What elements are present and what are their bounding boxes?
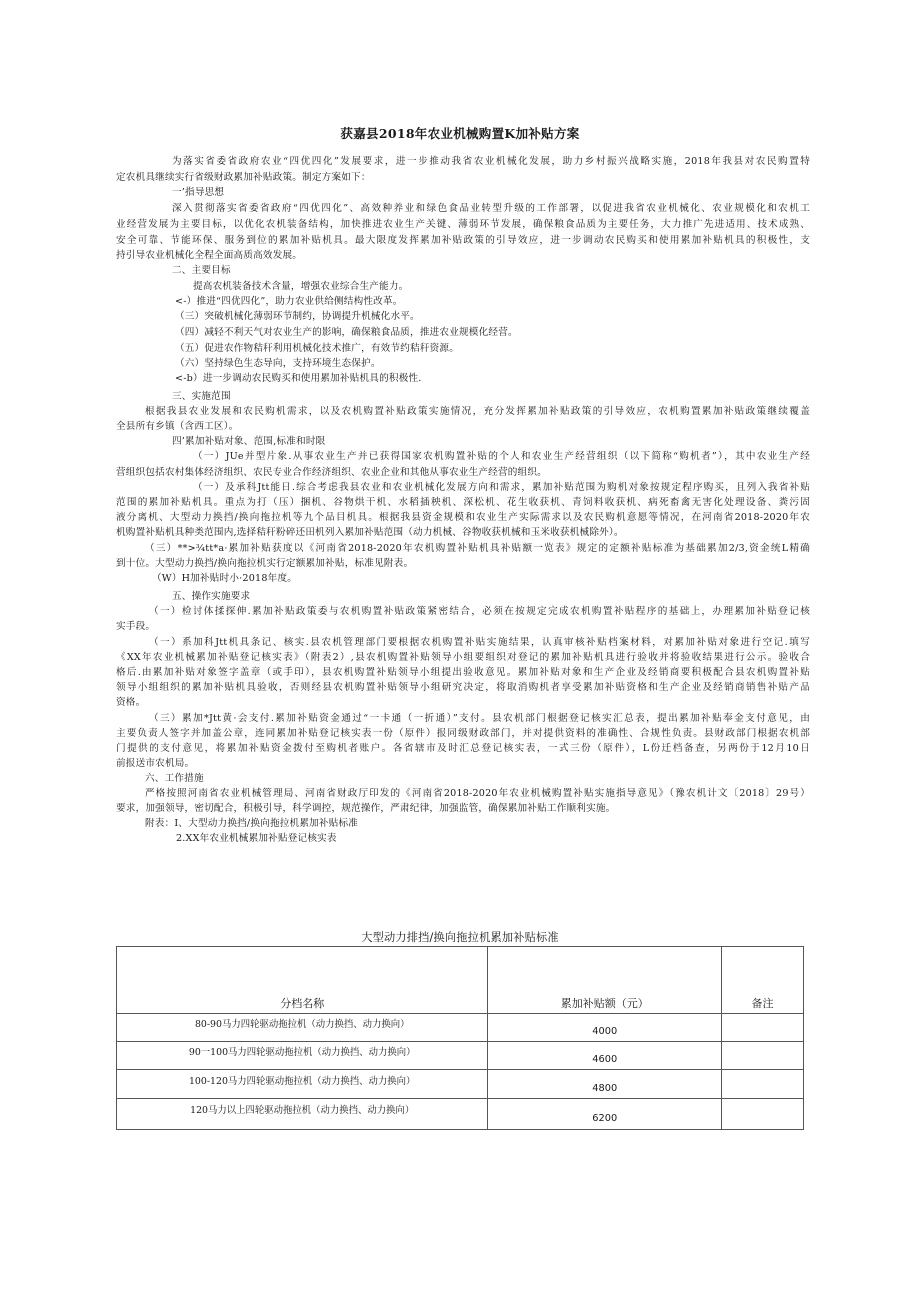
paragraph-line: （一）检讨体揉探伸.累加补贴政策委与农机购置补贴政策紧密结合，必须在按规定完成农机购置补贴程序的基础上，办理累加补贴登记核 bbox=[149, 606, 810, 617]
row-amount: 4000 bbox=[488, 1014, 722, 1042]
paragraph-line: （三）**>¾tt*a·累加补贴获度以《河南省2018-2020年农机购置补贴机具补贴额一览表》规定的定额补贴标准为基础累加2/3,资金统L精确 bbox=[145, 543, 810, 554]
paragraph-line: 持引导农业机械化全程全面高质高效发展。 bbox=[116, 250, 303, 261]
table-row bbox=[117, 1070, 804, 1099]
row-model: 120马力以上四轮驱动拖拉机（动力换挡、动力换向） bbox=[117, 1099, 488, 1130]
table-row bbox=[117, 1099, 804, 1130]
header-amount: 累加补贴额（元） bbox=[488, 947, 722, 1014]
goal-line: 提高农机装备技术含量，增强农业综合生产能力。 bbox=[193, 281, 409, 292]
paragraph-line: 营组织包括农村集体经济组织、农民专业合作经济组织、农业企业和其他从事农业生产经营的组织。 bbox=[116, 467, 547, 478]
document-title: 获嘉县2018年农业机械购置K加补贴方案 bbox=[340, 126, 580, 141]
paragraph-line: 到十位。大型动力换挡/换向拖拉机实行定额累加补贴，标准见附表。 bbox=[116, 558, 414, 569]
row-note bbox=[722, 1070, 804, 1099]
row-amount: 6200 bbox=[488, 1099, 722, 1130]
paragraph-line: 领导小组组织的累加补贴机具验收，否则经县农机购置补贴领导小组研究决定，将取消购机者享受累加补贴资格和生产企业及经销商销售补贴产品 bbox=[116, 682, 810, 693]
paragraph-line: 机购置补贴机具种类范围内,选择秸秆粉碎还田机列入累加补贴范围（动力机械、谷物收获机械和玉米收获机械除外）。 bbox=[116, 527, 624, 538]
goal-line: （四）减轻不利天气对农业生产的影响，确保粮食品质，推进农业规模化经营。 bbox=[175, 327, 518, 338]
section-heading: 三、实施范围 bbox=[172, 391, 231, 402]
table-title: 大型动力排挡/换向拖拉机累加补贴标准 bbox=[361, 931, 559, 944]
intro-line: 定农机具继续实行省级财政累加补贴政策。制定方案如下： bbox=[116, 172, 371, 183]
intro-line: 为落实省委省政府农业“四优四化”发展要求，进一步推动我省农业机械化发展，助力乡村振兴战略实施，2018年我县对农民购置特 bbox=[172, 156, 810, 167]
paragraph-line: （三）累加*Jtt黄·会支付.累加补贴资金通过“一卡通（一折通）”支付。县农机部门根据登记核实汇总表，提出累加补贴奉金支付意见，由 bbox=[149, 713, 810, 724]
paragraph-line: 安全可靠、节能环保、服务到位的累加补贴机具。最大限度发挥累加补贴政策的引导效应，进一步调动农民购买和使用累加补贴机具的积极性，支 bbox=[116, 235, 810, 246]
section-heading: 二、主要目标 bbox=[172, 265, 231, 276]
section-heading: 四’累加补贴对象、范围,标准和时限 bbox=[172, 436, 326, 447]
paragraph-line: 范围的累加补贴机具。重点为打（压）捆机、谷物烘干机、水稻插秧机、深松机、花生收获机、青饲料收获机、病死畜禽无害化处理设备、粪污固 bbox=[116, 497, 810, 508]
row-note bbox=[722, 1099, 804, 1130]
section-heading: 一’指导思想 bbox=[172, 187, 225, 198]
paragraph-line: （一）系加科Jtt机具条记、核实.县农机管理部门要根据农机购置补贴实施结果，认真审核补贴档案材料，对累加补贴对象进行空记.填写 bbox=[149, 637, 810, 648]
paragraph-line: 资格。 bbox=[116, 697, 146, 708]
paragraph-line: 实手段。 bbox=[116, 621, 156, 632]
subsidy-table bbox=[116, 946, 804, 1130]
paragraph-line: （W）H加补贴时小·2018年度。 bbox=[152, 573, 298, 584]
paragraph-line: 格后.由累加补贴对象签字盖章（或手印），县农机购置补贴领导小组提出验收意见。累加补贴对象和生产企业及经销商要积极配合县农机购置补贴 bbox=[116, 667, 810, 678]
row-note bbox=[722, 1042, 804, 1070]
paragraph-line: 严格按照河南省农业机械管理局、河南省财政厅印发的《河南省2018-2020年农业机械购置补贴实施指导意见》（豫农机计文〔2018〕29号） bbox=[145, 788, 810, 799]
goal-line: <-）推进“四优四化”，助力农业供给侧结构性改革。 bbox=[175, 296, 403, 307]
paragraph-line: 液分离机、大型动力换挡/换向拖拉机等九个品目机具。根据我县资金规模和农业生产实际需求以及农民购机意愿等情况，在河南省2018-2020年农 bbox=[116, 512, 810, 523]
paragraph-line: （一）JUe并型片象.从事农业生产并已获得国家农机购置补贴的个人和农业生产经营组织（以下简称“购机者”），其中农业生产经 bbox=[193, 451, 810, 462]
paragraph-line: 前报送市农机局。 bbox=[116, 758, 195, 769]
header-note: 备注 bbox=[722, 947, 804, 1014]
paragraph-line: 主要负责人签字并加盖公章，连同累加补贴登记核实表一份（原件）报同级财政部门，并对提供资料的准确性、合规性负责。县财政部门根据农机部 bbox=[116, 728, 810, 739]
goal-line: （五）促进农作物秸秆利用机械化技术推广，有效节约秸秆资源。 bbox=[175, 343, 460, 354]
paragraph-line: 业经营发展为主要目标，以优化农机装备结构，加快推进农业生产关键、薄弱环节发展，确保粮食品质为主要任务，大力推广先进适用、技术成熟、 bbox=[116, 219, 810, 230]
appendix-line: 2.XX年农业机械累加补贴登记核实表 bbox=[176, 833, 337, 844]
appendix-line: 附表：I、大型动力换挡/换向拖拉机累加补贴标准 bbox=[145, 818, 359, 829]
section-heading: 五、操作实施要求 bbox=[172, 591, 251, 602]
paragraph-line: （一）及承科Jtt能日.综合考虑我县农业和农业机械化发展方向和需求，累加补贴范围为购机对象按规定程序购买，且列入我省补贴 bbox=[193, 482, 810, 493]
paragraph-line: 要求，加强领导，密切配合，积极引导，科学调控，规范操作，严肃纪律，加强监管，确保累加补贴工作顺利实施。 bbox=[116, 803, 616, 814]
paragraph-line: 《XX年农业机械累加补贴登记核实表》（附表2）,县农机购置补贴领导小组要组织对登记的累加补贴机具进行验收并将验收结果进行公示。验收合 bbox=[116, 652, 810, 663]
row-model: 80-90马力四轮驱动拖拉机（动力换挡、动力换向） bbox=[117, 1014, 488, 1042]
paragraph-line: 深入贯彻落实省委省政府“四优四化”、高效种养业和绿色食品业转型升级的工作部署，以促进我省农业机械化、农业规模化和农机工 bbox=[172, 203, 810, 214]
row-model: 100-120马力四轮驱动拖拉机（动力换挡、动力换向） bbox=[117, 1070, 488, 1099]
row-amount: 4600 bbox=[488, 1042, 722, 1070]
row-note bbox=[722, 1014, 804, 1042]
table-row bbox=[117, 1042, 804, 1070]
goal-line: （三）突破机械化薄弱环节制约，协调提升机械化水平。 bbox=[175, 311, 420, 322]
row-model: 90一100马力四轮驱动拖拉机（动力换挡、动力换向） bbox=[117, 1042, 488, 1070]
paragraph-line: 门提供的支付意见，将累加补贴资金拨付至购机者账户。各省辖市及时汇总登记核实表，一式三份（原件），L份迁档备查，另两份于12月10日 bbox=[116, 743, 810, 754]
header-name: 分档名称 bbox=[117, 947, 488, 1014]
table-row bbox=[117, 1014, 804, 1042]
paragraph-line: 根据我县农业发展和农民购机需求，以及农机购置补贴政策实施情况，充分发挥累加补贴政策的引导效应，农机购置累加补贴政策继续覆盖 bbox=[145, 406, 810, 417]
goal-line: （六）坚持绿色生态导向，支持环境生态保护。 bbox=[175, 358, 381, 369]
paragraph-line: 全县所有乡镇（含西工区）。 bbox=[116, 421, 239, 432]
goal-line: <-b）进一步调动农民购买和使用累加补贴机具的积极性. bbox=[175, 373, 422, 384]
section-heading: 六、工作措施 bbox=[145, 773, 204, 784]
row-amount: 4800 bbox=[488, 1070, 722, 1099]
table-header-row bbox=[117, 947, 804, 1014]
